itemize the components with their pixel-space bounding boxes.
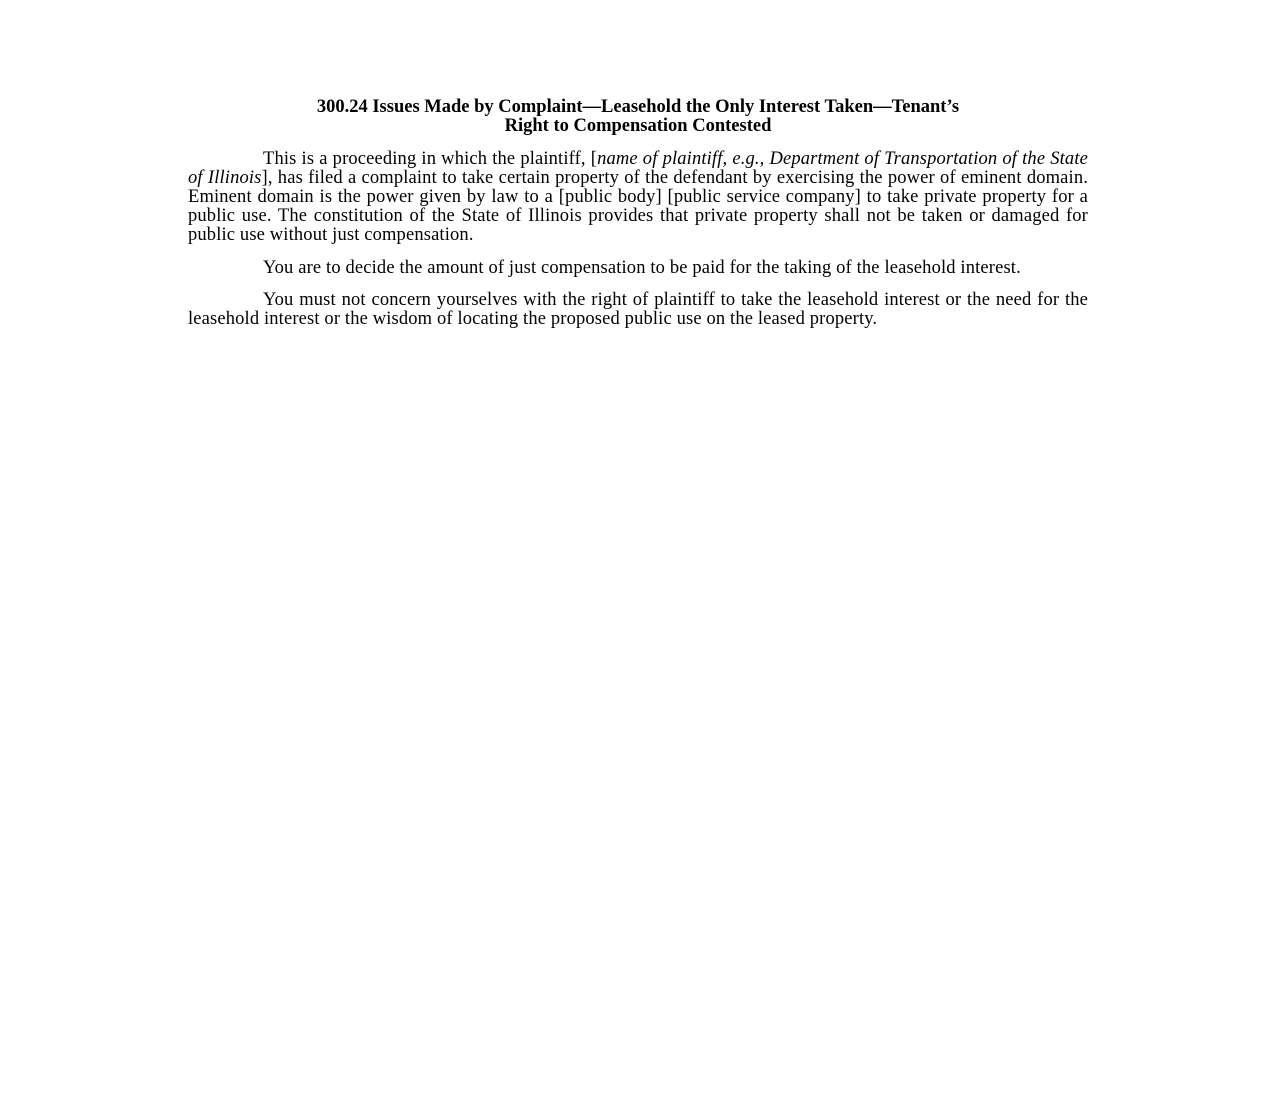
paragraph-1-text-end: ], has filed a complaint to take certain property of the defendant by exercising the power of eminent domain. Eminent domain is the power given by law to a [public body] [public service company] to take private property for a public use. The constitution of the State of Illinois provides that private property shall not be taken or damaged for public use without just compensation. (188, 167, 1088, 245)
paragraph-proceeding (188, 150, 1088, 245)
title-line-2: Right to Compensation Contested (504, 116, 772, 136)
document-page (188, 98, 1088, 343)
plaintiff-name-placeholder: name of plaintiff, e.g., Department of Transportation of the State of Illinois (188, 149, 1088, 188)
paragraph-decide-compensation: You are to decide the amount of just compensation to be paid for the taking of the leasehold interest. (263, 257, 1021, 278)
document-title (188, 98, 1088, 136)
paragraph-not-concern: You must not concern yourselves with the right of plaintiff to take the leasehold interest or the need for the leasehold interest or the wisdom of locating the proposed public use on the leased property. (188, 290, 1088, 330)
paragraph-1-text-start: This is a proceeding in which the plaintiff, [ (263, 149, 598, 169)
title-line-1: 300.24 Issues Made by Complaint—Leasehold the Only Interest Taken—Tenant’s (316, 97, 960, 117)
